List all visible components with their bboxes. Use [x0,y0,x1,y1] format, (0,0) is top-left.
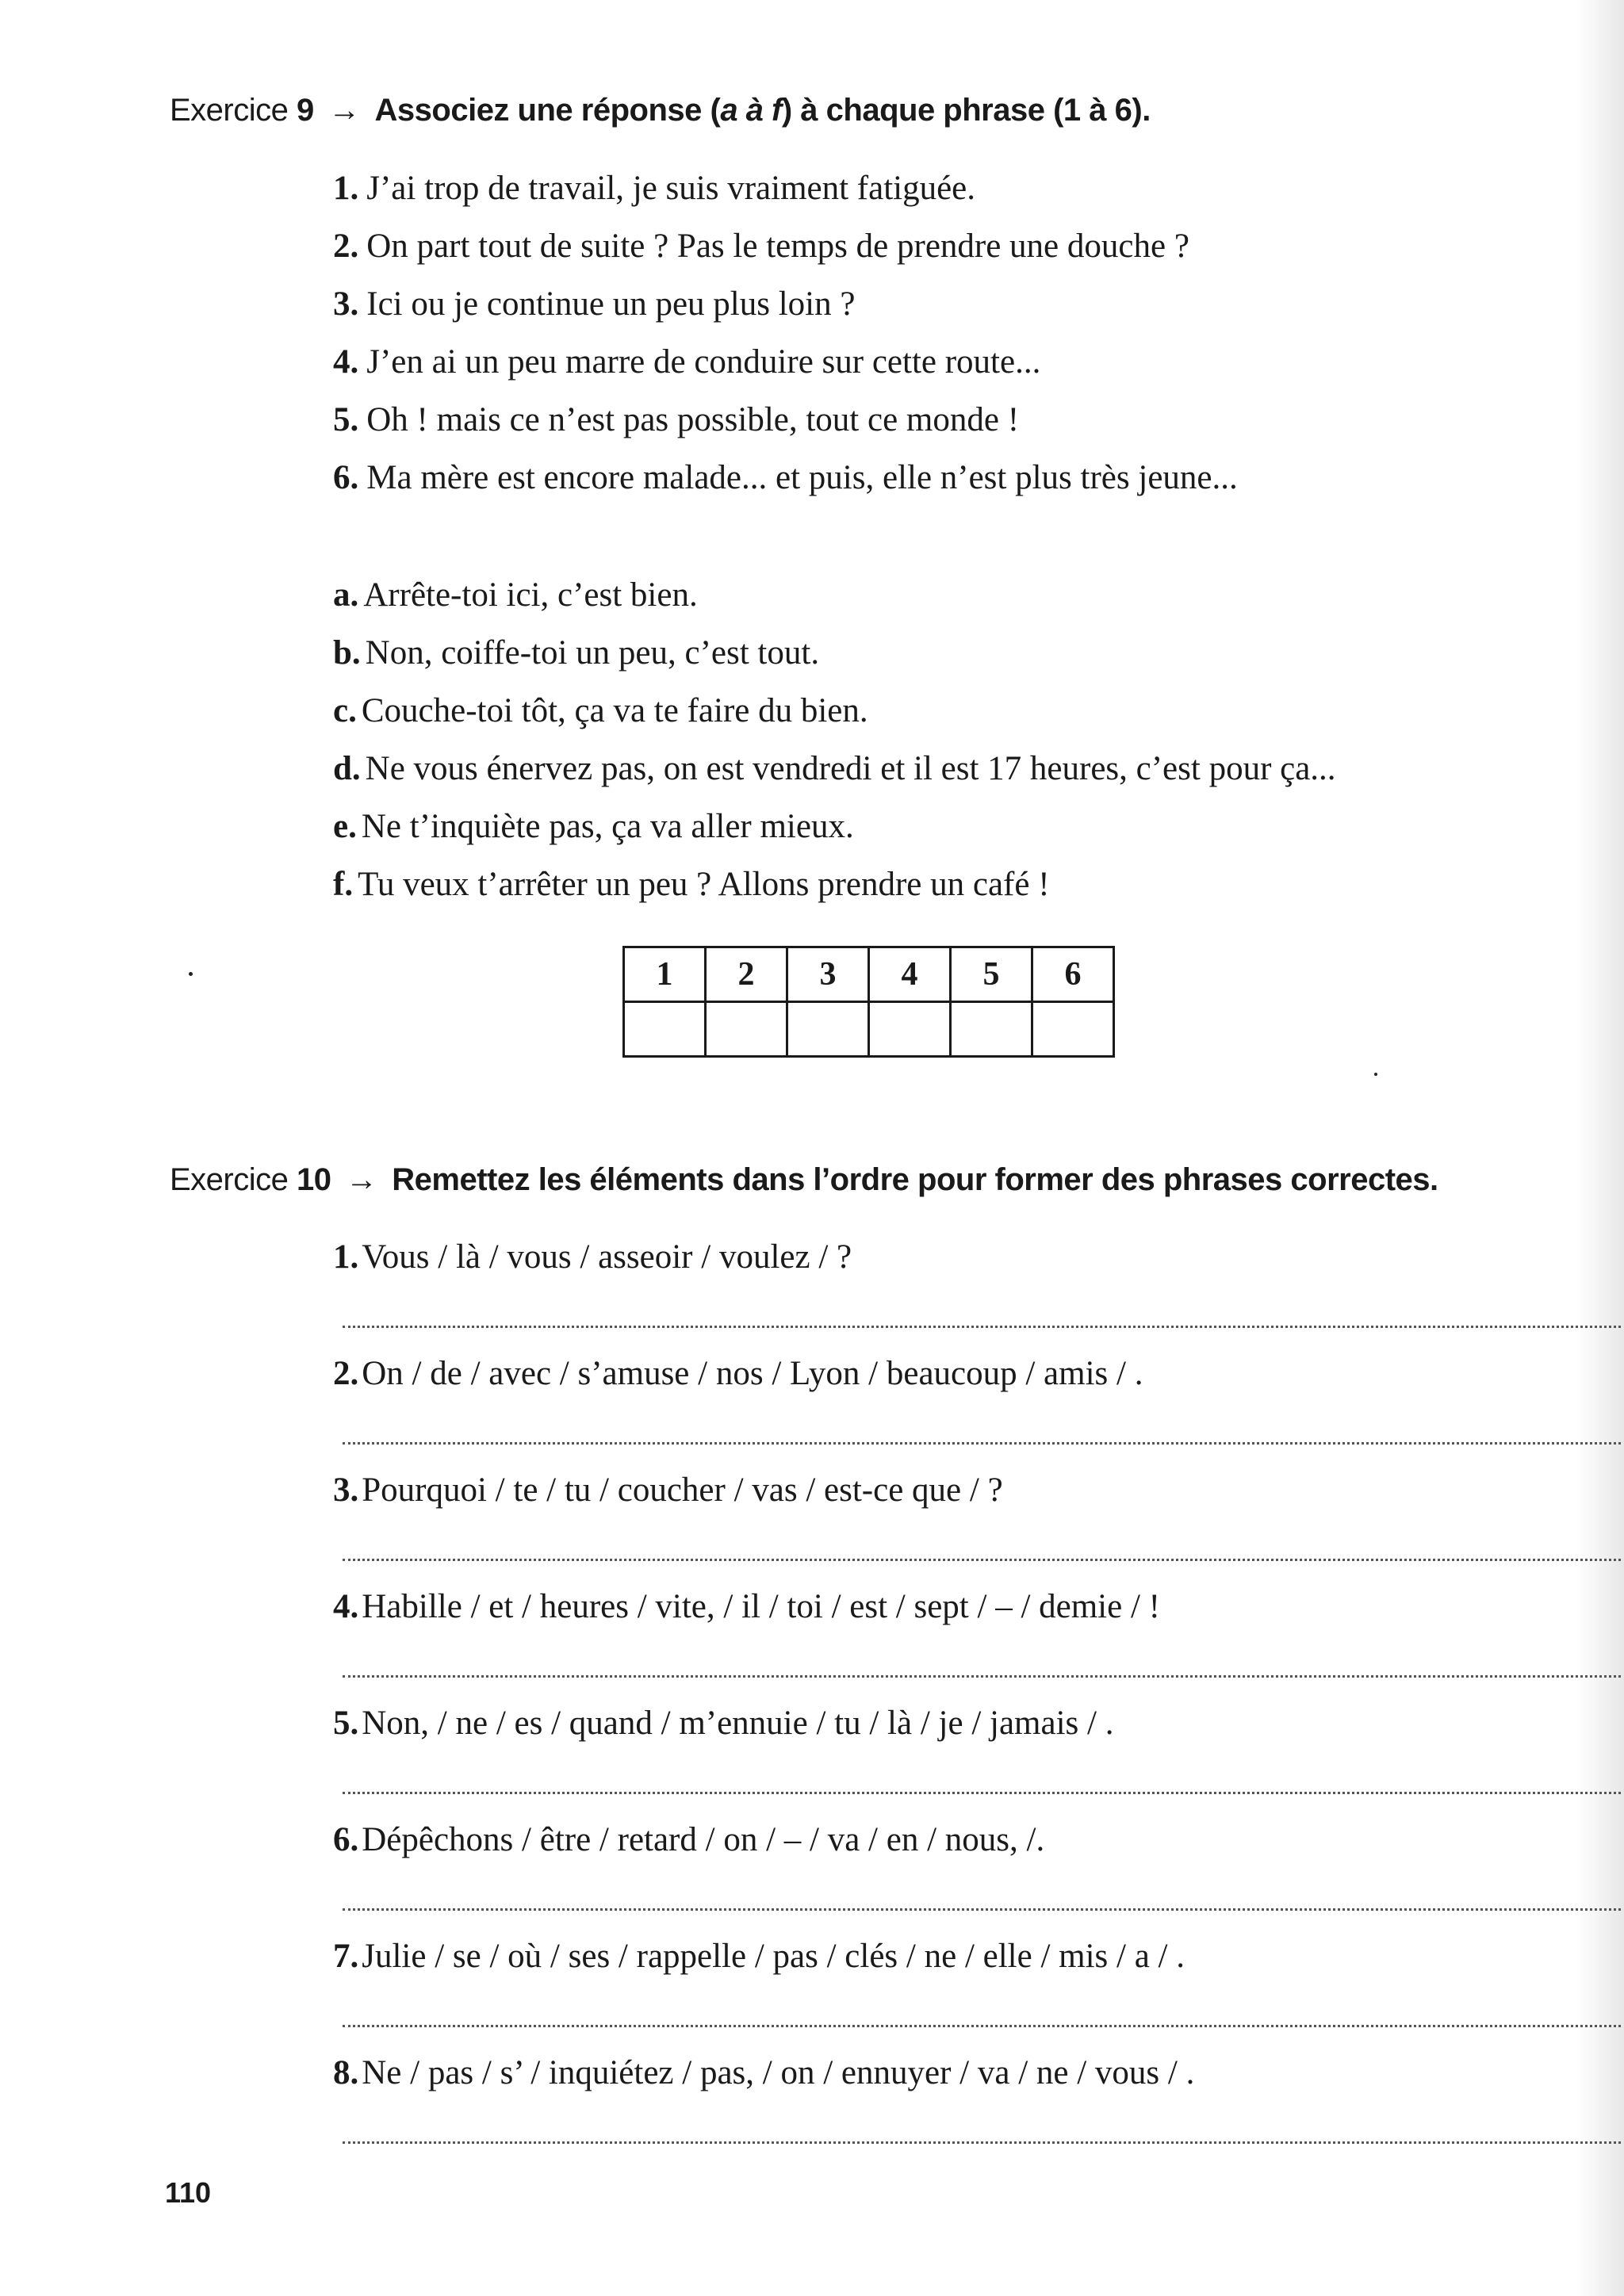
item-text: Arrête-toi ici, c’est bien. [363,576,698,614]
answer-line[interactable] [343,1908,1621,1911]
item-number: 4. [333,343,359,381]
item-text: Non, coiffe-toi un peu, c’est tout. [365,634,820,672]
item-text: Couche-toi tôt, ça va te faire du bien. [361,692,868,729]
sentence-item [333,400,1019,439]
item-text: J’ai trop de travail, je suis vraiment fatiguée. [366,170,976,207]
exercise-10-title [170,1162,1438,1198]
answer-cell[interactable] [869,1002,951,1057]
answer-grid [622,946,1115,1058]
page-number: 110 [165,2176,212,2209]
item-letter: c. [333,692,357,729]
reorder-item [333,1354,1143,1393]
item-number: 3. [333,285,359,323]
item-number: 4. [333,1588,359,1625]
arrow-icon: → [346,1162,377,1197]
item-number: 6. [333,1821,359,1858]
sentence-item [333,342,1040,381]
reorder-item [333,1238,852,1276]
answer-line[interactable] [343,1559,1621,1561]
exercise-label: Exercice [170,93,289,128]
item-number: 5. [333,1705,359,1742]
item-number: 5. [333,401,359,438]
exercise-instruction [375,93,1151,128]
item-number: 7. [333,1938,359,1975]
answer-cell[interactable] [951,1002,1032,1057]
instruction-part: ) à chaque phrase (1 à 6). [781,93,1151,128]
answer-grid-header-row [624,947,1114,1002]
item-text: Ne vous énervez pas, on est vendredi et il est 17 heures, c’est pour ça... [365,750,1336,787]
item-text: Ne t’inquiète pas, ça va aller mieux. [361,808,854,845]
reorder-item [333,1937,1185,1976]
reorder-item [333,1471,1003,1510]
item-number: 3. [333,1471,359,1509]
item-text: On / de / avec / s’amuse / nos / Lyon / beaucoup / amis / . [362,1355,1143,1392]
item-text: Ne / pas / s’ / inquiétez / pas, / on / ennuyer / va / ne / vous / . [362,2054,1195,2091]
answer-grid-header: 6 [1032,947,1114,1002]
answer-cell[interactable] [787,1002,869,1057]
instruction-part: Associez une réponse ( [374,93,721,128]
item-number: 6. [333,459,359,496]
item-text: Non, / ne / es / quand / m’ennuie / tu / là / je / jamais / . [362,1705,1114,1742]
item-text: On part tout de suite ? Pas le temps de prendre une douche ? [366,228,1189,265]
sentence-item [333,285,855,323]
answer-grid-header: 5 [951,947,1032,1002]
exercise-9-title [170,93,1151,128]
reorder-item [333,1704,1113,1743]
exercise-number: 9 [297,93,314,128]
item-text: Pourquoi / te / tu / coucher / vas / est-ce que / ? [362,1471,1003,1509]
answer-line[interactable] [343,2141,1621,2144]
item-letter: d. [333,750,361,787]
item-letter: b. [333,634,361,672]
reorder-item [333,2053,1194,2092]
answer-grid-header: 4 [869,947,951,1002]
scan-speck [189,972,193,976]
response-item [333,749,1336,788]
item-letter: a. [333,576,359,614]
reorder-item [333,1587,1160,1626]
answer-line[interactable] [343,1792,1621,1794]
answer-grid-header: 1 [624,947,706,1002]
answer-grid-answer-row [624,1002,1114,1057]
item-text: Ma mère est encore malade... et puis, elle n’est plus très jeune... [366,459,1238,496]
answer-line[interactable] [343,2025,1621,2027]
scan-edge-shadow [1576,0,1624,2296]
item-text: Oh ! mais ce n’est pas possible, tout ce monde ! [366,401,1020,438]
sentence-item [333,227,1189,266]
exercise-instruction: Remettez les éléments dans l’ordre pour former des phrases correctes. [392,1162,1438,1197]
item-number: 1. [333,1238,359,1276]
sentence-item [333,169,975,208]
answer-cell[interactable] [1032,1002,1114,1057]
item-number: 8. [333,2054,359,2091]
item-text: Vous / là / vous / asseoir / voulez / ? [362,1238,852,1276]
arrow-icon: → [328,93,360,128]
item-text: Dépêchons / être / retard / on / – / va / en / nous, /. [362,1821,1045,1858]
answer-line[interactable] [343,1675,1621,1678]
item-number: 1. [333,170,359,207]
item-text: Tu veux t’arrêter un peu ? Allons prendre un café ! [358,866,1050,903]
answer-line[interactable] [343,1326,1621,1328]
item-letter: e. [333,808,357,845]
answer-grid-header: 3 [787,947,869,1002]
item-letter: f. [333,866,354,903]
response-item [333,865,1050,904]
item-number: 2. [333,228,359,265]
item-text: Julie / se / où / ses / rappelle / pas / clés / ne / elle / mis / a / . [362,1938,1185,1975]
response-item [333,576,698,614]
exercise-number: 10 [297,1162,331,1197]
item-number: 2. [333,1355,359,1392]
response-item [333,633,819,672]
scan-speck [1374,1073,1377,1076]
answer-grid-header: 2 [706,947,787,1002]
item-text: Habille / et / heures / vite, / il / toi / est / sept / – / demie / ! [362,1588,1160,1625]
item-text: Ici ou je continue un peu plus loin ? [366,285,856,323]
sentence-item [333,458,1238,497]
instruction-range: a à f [720,93,782,128]
item-text: J’en ai un peu marre de conduire sur cette route... [366,343,1041,381]
response-item [333,691,868,730]
exercise-label: Exercice [170,1162,289,1197]
answer-cell[interactable] [624,1002,706,1057]
reorder-item [333,1820,1044,1859]
response-item [333,807,854,846]
answer-line[interactable] [343,1442,1621,1445]
answer-cell[interactable] [706,1002,787,1057]
